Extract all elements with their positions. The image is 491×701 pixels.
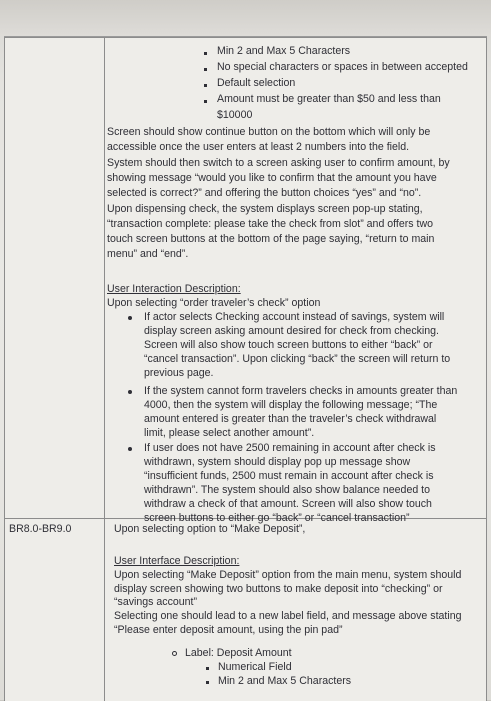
- para-line: selected is correct?” and offering the button choices “yes” and “no”.: [107, 187, 422, 199]
- requirement-item-cont: $10000: [217, 109, 253, 121]
- para-line: touch screen buttons at the bottom of the page saying, “return to main: [107, 233, 435, 245]
- uid-bullet-line: display screen asking amount desired for check from checking.: [144, 325, 440, 337]
- square-bullet-icon: [204, 52, 207, 55]
- uid-bullet-line: amount entered is greater than the traveler’s check withdrawal: [144, 413, 437, 425]
- uid-bullet-line: “cancel transaction”. Upon clicking “back” the screen will return to: [144, 353, 451, 365]
- label-sub-item: Min 2 and Max 5 Characters: [218, 675, 352, 687]
- uif-line: display screen showing two buttons to make deposit into “checking” or: [114, 583, 443, 595]
- deposit-line: Upon selecting option to “Make Deposit”,: [114, 523, 306, 535]
- requirement-item: Default selection: [217, 77, 296, 89]
- round-bullet-icon: [128, 447, 132, 451]
- round-bullet-icon: [128, 316, 132, 320]
- uid-bullet-line: If the system cannot form travelers checks in amounts greater than: [144, 385, 458, 397]
- uid-bullet-line: withdrawn, system should display pop up message show: [144, 456, 411, 468]
- table-border-right: [486, 37, 487, 701]
- uid-bullet-line: limit, please select another amount”.: [144, 427, 315, 439]
- uid-bullet-line: previous page.: [144, 367, 214, 379]
- para-line: Screen should show continue button on the bottom which will only be: [107, 126, 431, 138]
- uid-bullet-line: withdraw a check of that amount. Screen will also show touch: [144, 498, 432, 510]
- square-bullet-icon: [204, 84, 207, 87]
- para-line: Upon dispensing check, the system displays screen pop-up stating,: [107, 203, 423, 215]
- square-bullet-icon: [206, 667, 209, 670]
- uif-line: Upon selecting “Make Deposit” option from the main menu, system should: [114, 569, 462, 581]
- uid-bullet-line: If user does not have 2500 remaining in account after check is: [144, 442, 436, 454]
- uif-line: “Please enter deposit amount, using the pin pad”: [114, 624, 343, 636]
- uif-line: Selecting one should lead to a new label field, and message above stating: [114, 610, 462, 622]
- uif-line: “savings account”: [114, 596, 198, 608]
- requirement-item: Amount must be greater than $50 and less than: [217, 93, 441, 105]
- uid-bullet-line: “insufficient funds, 2500 must remain in account after check is: [144, 470, 434, 482]
- uid-bullet-line: 4000, then the system will display the following message; “The: [144, 399, 438, 411]
- uid-bullet-line: If actor selects Checking account instead of savings, system will: [144, 311, 445, 323]
- requirement-item: No special characters or spaces in between accepted: [217, 61, 468, 73]
- requirement-item: Min 2 and Max 5 Characters: [217, 45, 351, 57]
- round-bullet-icon: [128, 390, 132, 394]
- uid-heading: User Interaction Description:: [107, 283, 241, 295]
- page-top-edge: [0, 0, 491, 36]
- table-column-divider: [104, 37, 105, 701]
- table-row-divider-top: [4, 37, 487, 38]
- square-bullet-icon: [204, 100, 207, 103]
- para-line: menu” and “end”.: [107, 248, 189, 260]
- square-bullet-icon: [206, 681, 209, 684]
- para-line: “transaction complete: please take the check from slot” and offers two: [107, 218, 434, 230]
- para-line: showing message “would you like to confirm that the amount you have: [107, 172, 437, 184]
- table-border-left: [4, 37, 5, 701]
- row-id: BR8.0-BR9.0: [9, 523, 72, 535]
- uif-heading: User Interface Description:: [114, 555, 240, 567]
- uid-bullet-line: screen buttons to either go “back” or “cancel transaction”: [144, 512, 410, 524]
- para-line: accessible once the user enters at least 2 numbers into the field.: [107, 141, 410, 153]
- document-page: [4, 36, 487, 701]
- square-bullet-icon: [204, 68, 207, 71]
- circle-bullet-icon: [172, 651, 177, 656]
- label-sub-item: Numerical Field: [218, 661, 292, 673]
- para-line: System should then switch to a screen asking user to confirm amount, by: [107, 157, 450, 169]
- label-item: Label: Deposit Amount: [185, 647, 292, 659]
- uid-bullet-line: withdrawn”. The system should also show balance needed to: [144, 484, 431, 496]
- uid-intro: Upon selecting “order traveler’s check” option: [107, 297, 321, 309]
- uid-bullet-line: Screen will also show touch screen buttons to either “back” or: [144, 339, 433, 351]
